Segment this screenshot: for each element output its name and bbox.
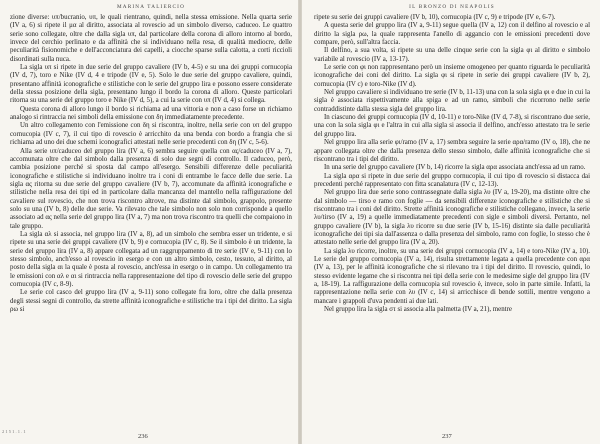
paragraph: Questa corona di alloro lungo il bordo si richiama ad una vittoria e non a caso forse un richiamo analogo si rintraccia nei simboli della emissione con δη immediatamente precedente. xyxy=(10,105,292,122)
paragraph: Nel gruppo cavaliere si individuano tre serie (IV b, 11-13) una con la sola sigla φι e due in cui la sigla è associata rispettivamente alla spiga e ad un ramo, simboli che ricorrono nelle serie contraddistinte dalla stessa sigla del gruppo lira. xyxy=(314,89,590,113)
paragraph: La sigla αρα si ripete in due serie del gruppo cornucopia, il cui tipo di rovescio si distacca dai precedenti perché rappresentato con fitta scanalatura (IV c, 12-13). xyxy=(314,172,590,188)
margin-pencil-note: 2 1 5 1 . 1 . 1 xyxy=(2,429,26,434)
paragraph: La sigla υπ si ripete in due serie del gruppo cavaliere (IV b, 4-5) e su una dei gruppi cornucopia (IV d, 7), toro e Nike (IV d, 4 e tripode (IV e, 5). Solo le due serie del gruppo cavaliere, quindi, presentano affinità iconografiche e stilistiche con le serie del gruppo lira e possono essere considerate della stessa posizione della sigla, presentano lungo il bordo la corona di alloro. Queste particolari ritorna su una serie del gruppo toro e Nike (IV d, 5), a cui la serie con υπ (IV d, 4) si collega. xyxy=(10,64,292,105)
right-page-body xyxy=(314,14,590,314)
page-number-right: 237 xyxy=(442,433,452,440)
paragraph: Nel gruppo lira due serie sono contrassegnate dalla sigla λυ (IV a, 19-20), ma distinte oltre che dal simbolo — tirso e ramo con foglie — da sensibili differenze iconografiche e stilistiche che si riscontrano tra i coni del diritto. Strette affinità iconografiche e stilistiche collegano, invece, la serie λυ/tirso (IV a, 19) a quelle immediatamente precedenti con sigle e simboli diversi. Pertanto, nel gruppo cavaliere (IV b), la sigla λυ ricorre su due serie (IV b, 15-16) distinte sia dalle peculiarità iconografiche dei tipi sia dall'assenza o dalla presenza del simbolo, ramo con foglie, lo stesso che è attestato nelle serie del gruppo lira (IV a, 20). xyxy=(314,189,590,247)
paragraph: Il delfino, a sua volta, si ripete su una delle cinque serie con la sigla φι al diritto e simbolo variabile al rovescio (IV a, 13-17). xyxy=(314,47,590,63)
paragraph: In ciascuno dei gruppi cornucopia (IV d, 10-11) e toro-Nike (IV d, 7-8), si riscontrano due serie, una con la sola sigla φι e l'altra in cui alla sigla si associa il delfino, anch'esso attestato tra le serie del gruppo lira. xyxy=(314,114,590,138)
left-page-body xyxy=(10,14,292,314)
running-head-right: IL BRONZO DI NEAPOLIS xyxy=(409,4,495,10)
paragraph: A questa serie del gruppo lira (IV a, 9-11) segue quella (IV a, 12) con il delfino al rovescio e al diritto la sigla ρω, la quale rappresenta l'anello di aggancio con le emissioni precedenti dove compare, però, sull'altra faccia. xyxy=(314,22,590,47)
paragraph: Le serie col casco del gruppo lira (IV a, 9-11) sono collegate fra loro, oltre che dalla presenza degli stessi segni di controllo, da strette affinità iconografiche e stilistiche tra i tipi del diritto. La sigla ρω si xyxy=(10,289,292,314)
book-gutter xyxy=(298,0,302,444)
paragraph: ripete su serie dei gruppi cavaliere (IV b, 10), cornucopia (IV c, 9) e tripode (IV e, 6-7). xyxy=(314,14,556,21)
paragraph: Alla serie υπ/caduceo del gruppo lira (IV a, 6) sembra seguire quella con ας/caduceo (IV a, 7), accomunata oltre che dal simbolo dalla presenza di solo due segni di controllo. Il caduceo, però, cambia posizione perché si sposta dal campo all'esergo. Sensibili differenze delle peculiarità iconografiche e stilistiche si individuano inoltre tra i coni di entrambe le facce delle due serie. La sigla ας ritorna su due serie del gruppo cavaliere (IV b, 7), accomunate da affinità iconografiche e stilistiche nella resa dei tipi ed in particolare dalla mancanza del mantello nella raffigurazione del cavaliere sul rovescio, che non trova riscontro altrove, ma distinte dal simbolo, grappolo, presente solo su una (IV b, 8) delle due serie. Va rilevato che tale simbolo non solo non corrisponde a quello associato ad ας nella serie del gruppo lira (IV a, 7) ma non trova riscontro tra quelli che compaiono in tale gruppo. xyxy=(10,147,292,230)
page-number-left: 236 xyxy=(138,433,148,440)
paragraph: Nel gruppo lira la sigla στ si associa alla palmetta (IV a, 21), mentre xyxy=(324,306,512,314)
paragraph: Un altro collegamento con l'emissione con δη si riscontra, inoltre, nella serie con υπ del gruppo cornucopia (IV c, 7), il cui tipo di rovescio è arricchito da una benda con bordo a frangia che si richiama ad uno dei due schemi iconografici attestati nelle serie precedenti con δη (IV c, 5-6). xyxy=(10,122,292,147)
paragraph: Le serie con φι non rappresentano però un insieme omogeneo per quanto riguarda le peculiarità iconografiche dei coni del diritto. La sigla φι si ripete in serie dei gruppi cavaliere (IV b, 2), cornucopia (IV c) e toro-Nike (IV d). xyxy=(314,64,590,88)
running-head-left: MARINA TALIERCIO xyxy=(116,4,186,10)
paragraph: La sigla λυ ricorre, inoltre, su una serie dei gruppi cornucopia (IV a, 14) e toro-Nike (IV a, 10). Le serie del gruppo cornucopia (IV a, 14), risulta strettamente legata a quella precedente con αρα (IV a, 13), per le affinità iconografiche che si rilevano tra i tipi del diritto. Il rovescio, quindi, lo stesso evidente legame che si riscontra nei tipi della serie con le medesime sigle del gruppo lira (IV a, 18-19). La raffigurazione della cornucopia sul rovescio è, invece, solo in parte simile. Infatti, la rappresentazione nella serie con λυ (IV c, 14) si arricchisce di bende sottili, mentre vengono a mancare i grappoli d'uva pendenti ai due lati. xyxy=(314,247,590,305)
paragraph: La sigla αλ si associa, nel gruppo lira (IV a, 8), ad un simbolo che sembra esser un tridente, e si ripete su una serie dei gruppi cavaliere (IV b, 9) e cornucopia (IV c, 8). Se il simbolo è un tridente, la serie del gruppo lira (IV a, 8) appare collegata ad un raggruppamento di tre serie (IV e, 9-11) con lo stesso simbolo, anch'esso al rovescio in esergo e con un altro simbolo, cesto, tessuto, al diritto, al posto della sigla αι la quale è posta al rovescio, anch'essa in esergo o in campo. Un collegamento tra le emissioni con αλ e αι si rintraccia nella rappresentazione del tipo di rovescio delle serie del gruppo cornucopia (IV c, 8-9). xyxy=(10,230,292,288)
paragraph: zione diverse: υπ/bucranio, υπ, le quali rientrano, quindi, nella stessa emissione. Nella quarta serie (IV a, 6) si ripete il μα al diritto, associata al rovescio ad un simbolo diverso, caduceo. Le quattro serie sono collegate, oltre che dalla sigla υπ, dal particolare della corona di alloro intorno al bordo, invece del cerchio perlinato e da affinità che si individuano nella resa, di qualità mediocre, delle peculiarità fisionomiche e dell'acconciatura dei capelli, a ciocche sparse sulla calotta, a corti riccioli disordinati sulla nuca. xyxy=(10,14,292,63)
right-page xyxy=(300,0,600,444)
paragraph: In una serie del gruppo cavaliere (IV b, 14) ricorre la sigla αρα associata anch'essa ad un ramo. xyxy=(324,164,586,172)
paragraph: Nel gruppo lira alla serie φι/ramo (IV a, 17) sembra seguire la serie αρα/ramo (IV o, 18), che ne appare collegata oltre che dalla presenza dello stesso simbolo, dalle affinità iconografiche che si riscontrano tra i tipi del diritto. xyxy=(314,139,590,163)
